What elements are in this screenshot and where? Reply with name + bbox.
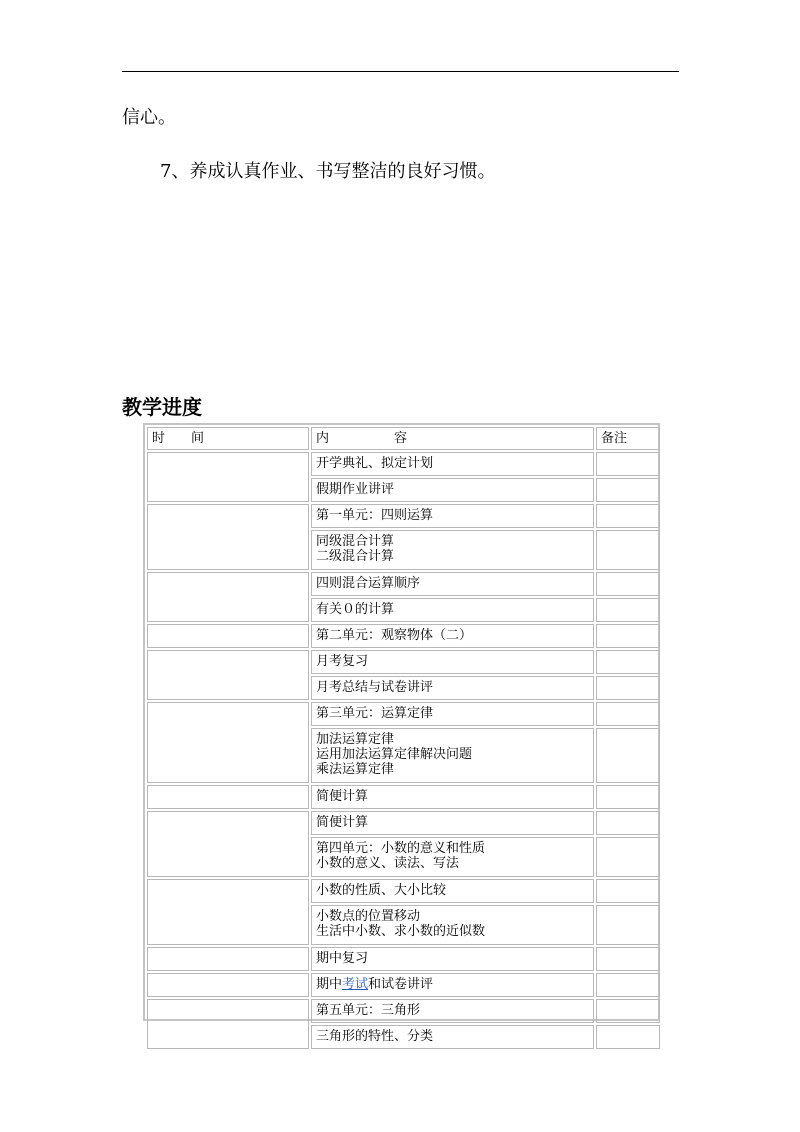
content-suffix: 和试卷讲评 bbox=[368, 977, 434, 992]
note-cell bbox=[596, 785, 660, 809]
note-cell bbox=[596, 999, 660, 1023]
content-cell: 期中复习 bbox=[311, 947, 594, 971]
content-cell: 月考复习 bbox=[311, 650, 594, 674]
content-cell: 第三单元：运算定律 bbox=[311, 702, 594, 726]
time-cell bbox=[147, 999, 309, 1049]
time-cell bbox=[147, 572, 309, 622]
content-cell: 三角形的特性、分类 bbox=[311, 1025, 594, 1049]
content-line: 乘法运算定律 bbox=[316, 762, 395, 777]
header-content: 内 容 bbox=[311, 427, 594, 450]
header-time: 时 间 bbox=[147, 427, 309, 450]
section-title: 教学进度 bbox=[122, 395, 202, 419]
time-cell bbox=[147, 452, 309, 502]
note-cell bbox=[596, 530, 660, 570]
header-note: 备注 bbox=[596, 427, 660, 450]
content-line: 加法运算定律 bbox=[316, 732, 395, 747]
table-row bbox=[147, 702, 660, 726]
table-row bbox=[147, 785, 660, 809]
table-row bbox=[147, 572, 660, 596]
time-cell bbox=[147, 785, 309, 809]
note-cell bbox=[596, 650, 660, 674]
time-cell bbox=[147, 650, 309, 700]
content-cell: 第五单元：三角形 bbox=[311, 999, 594, 1023]
table-row bbox=[147, 504, 660, 528]
table-row bbox=[147, 999, 660, 1023]
note-cell bbox=[596, 702, 660, 726]
content-cell bbox=[311, 837, 594, 877]
content-line: 二级混合计算 bbox=[316, 549, 395, 564]
content-cell: 小数的性质、大小比较 bbox=[311, 879, 594, 903]
time-cell bbox=[147, 504, 309, 570]
table-row bbox=[147, 947, 660, 971]
paragraph-continuation: 信心。 bbox=[122, 107, 176, 128]
content-cell: 简便计算 bbox=[311, 811, 594, 835]
schedule-table-frame bbox=[143, 423, 660, 1044]
table-header-row bbox=[147, 427, 660, 450]
time-cell bbox=[147, 973, 309, 997]
content-line: 同级混合计算 bbox=[316, 534, 395, 549]
note-cell bbox=[596, 452, 660, 476]
time-cell bbox=[147, 947, 309, 971]
content-line: 小数点的位置移动 bbox=[316, 909, 421, 924]
note-cell bbox=[596, 905, 660, 945]
content-cell bbox=[311, 905, 594, 945]
note-cell bbox=[596, 478, 660, 502]
content-cell: 假期作业讲评 bbox=[311, 478, 594, 502]
note-cell bbox=[596, 624, 660, 648]
paragraph-habit: 7、养成认真作业、书写整洁的良好习惯。 bbox=[160, 161, 496, 182]
content-line: 小数的意义、读法、写法 bbox=[316, 856, 460, 871]
content-cell: 第二单元：观察物体（二） bbox=[311, 624, 594, 648]
table-row bbox=[147, 452, 660, 476]
note-cell bbox=[596, 728, 660, 783]
note-cell bbox=[596, 879, 660, 903]
content-line: 第四单元：小数的意义和性质 bbox=[316, 841, 486, 856]
schedule-table bbox=[145, 425, 662, 1051]
content-cell bbox=[311, 973, 594, 997]
content-cell: 开学典礼、拟定计划 bbox=[311, 452, 594, 476]
note-cell bbox=[596, 676, 660, 700]
exam-link[interactable]: 考试 bbox=[342, 977, 369, 992]
note-cell bbox=[596, 973, 660, 997]
content-cell: 月考总结与试卷讲评 bbox=[311, 676, 594, 700]
content-line: 生活中小数、求小数的近似数 bbox=[316, 924, 486, 939]
note-cell bbox=[596, 811, 660, 835]
note-cell bbox=[596, 1025, 660, 1049]
content-cell: 有关０的计算 bbox=[311, 598, 594, 622]
content-line: 运用加法运算定律解决问题 bbox=[316, 747, 473, 762]
table-row bbox=[147, 879, 660, 903]
content-prefix: 期中 bbox=[316, 977, 343, 992]
note-cell bbox=[596, 947, 660, 971]
content-cell bbox=[311, 728, 594, 783]
content-cell: 四则混合运算顺序 bbox=[311, 572, 594, 596]
note-cell bbox=[596, 572, 660, 596]
content-cell bbox=[311, 530, 594, 570]
table-row bbox=[147, 811, 660, 835]
header-rule bbox=[122, 71, 679, 72]
time-cell bbox=[147, 811, 309, 877]
note-cell bbox=[596, 504, 660, 528]
table-row bbox=[147, 973, 660, 997]
time-cell bbox=[147, 702, 309, 783]
content-cell: 第一单元：四则运算 bbox=[311, 504, 594, 528]
content-cell: 简便计算 bbox=[311, 785, 594, 809]
time-cell bbox=[147, 624, 309, 648]
table-row bbox=[147, 624, 660, 648]
note-cell bbox=[596, 598, 660, 622]
note-cell bbox=[596, 837, 660, 877]
table-row bbox=[147, 650, 660, 674]
time-cell bbox=[147, 879, 309, 945]
